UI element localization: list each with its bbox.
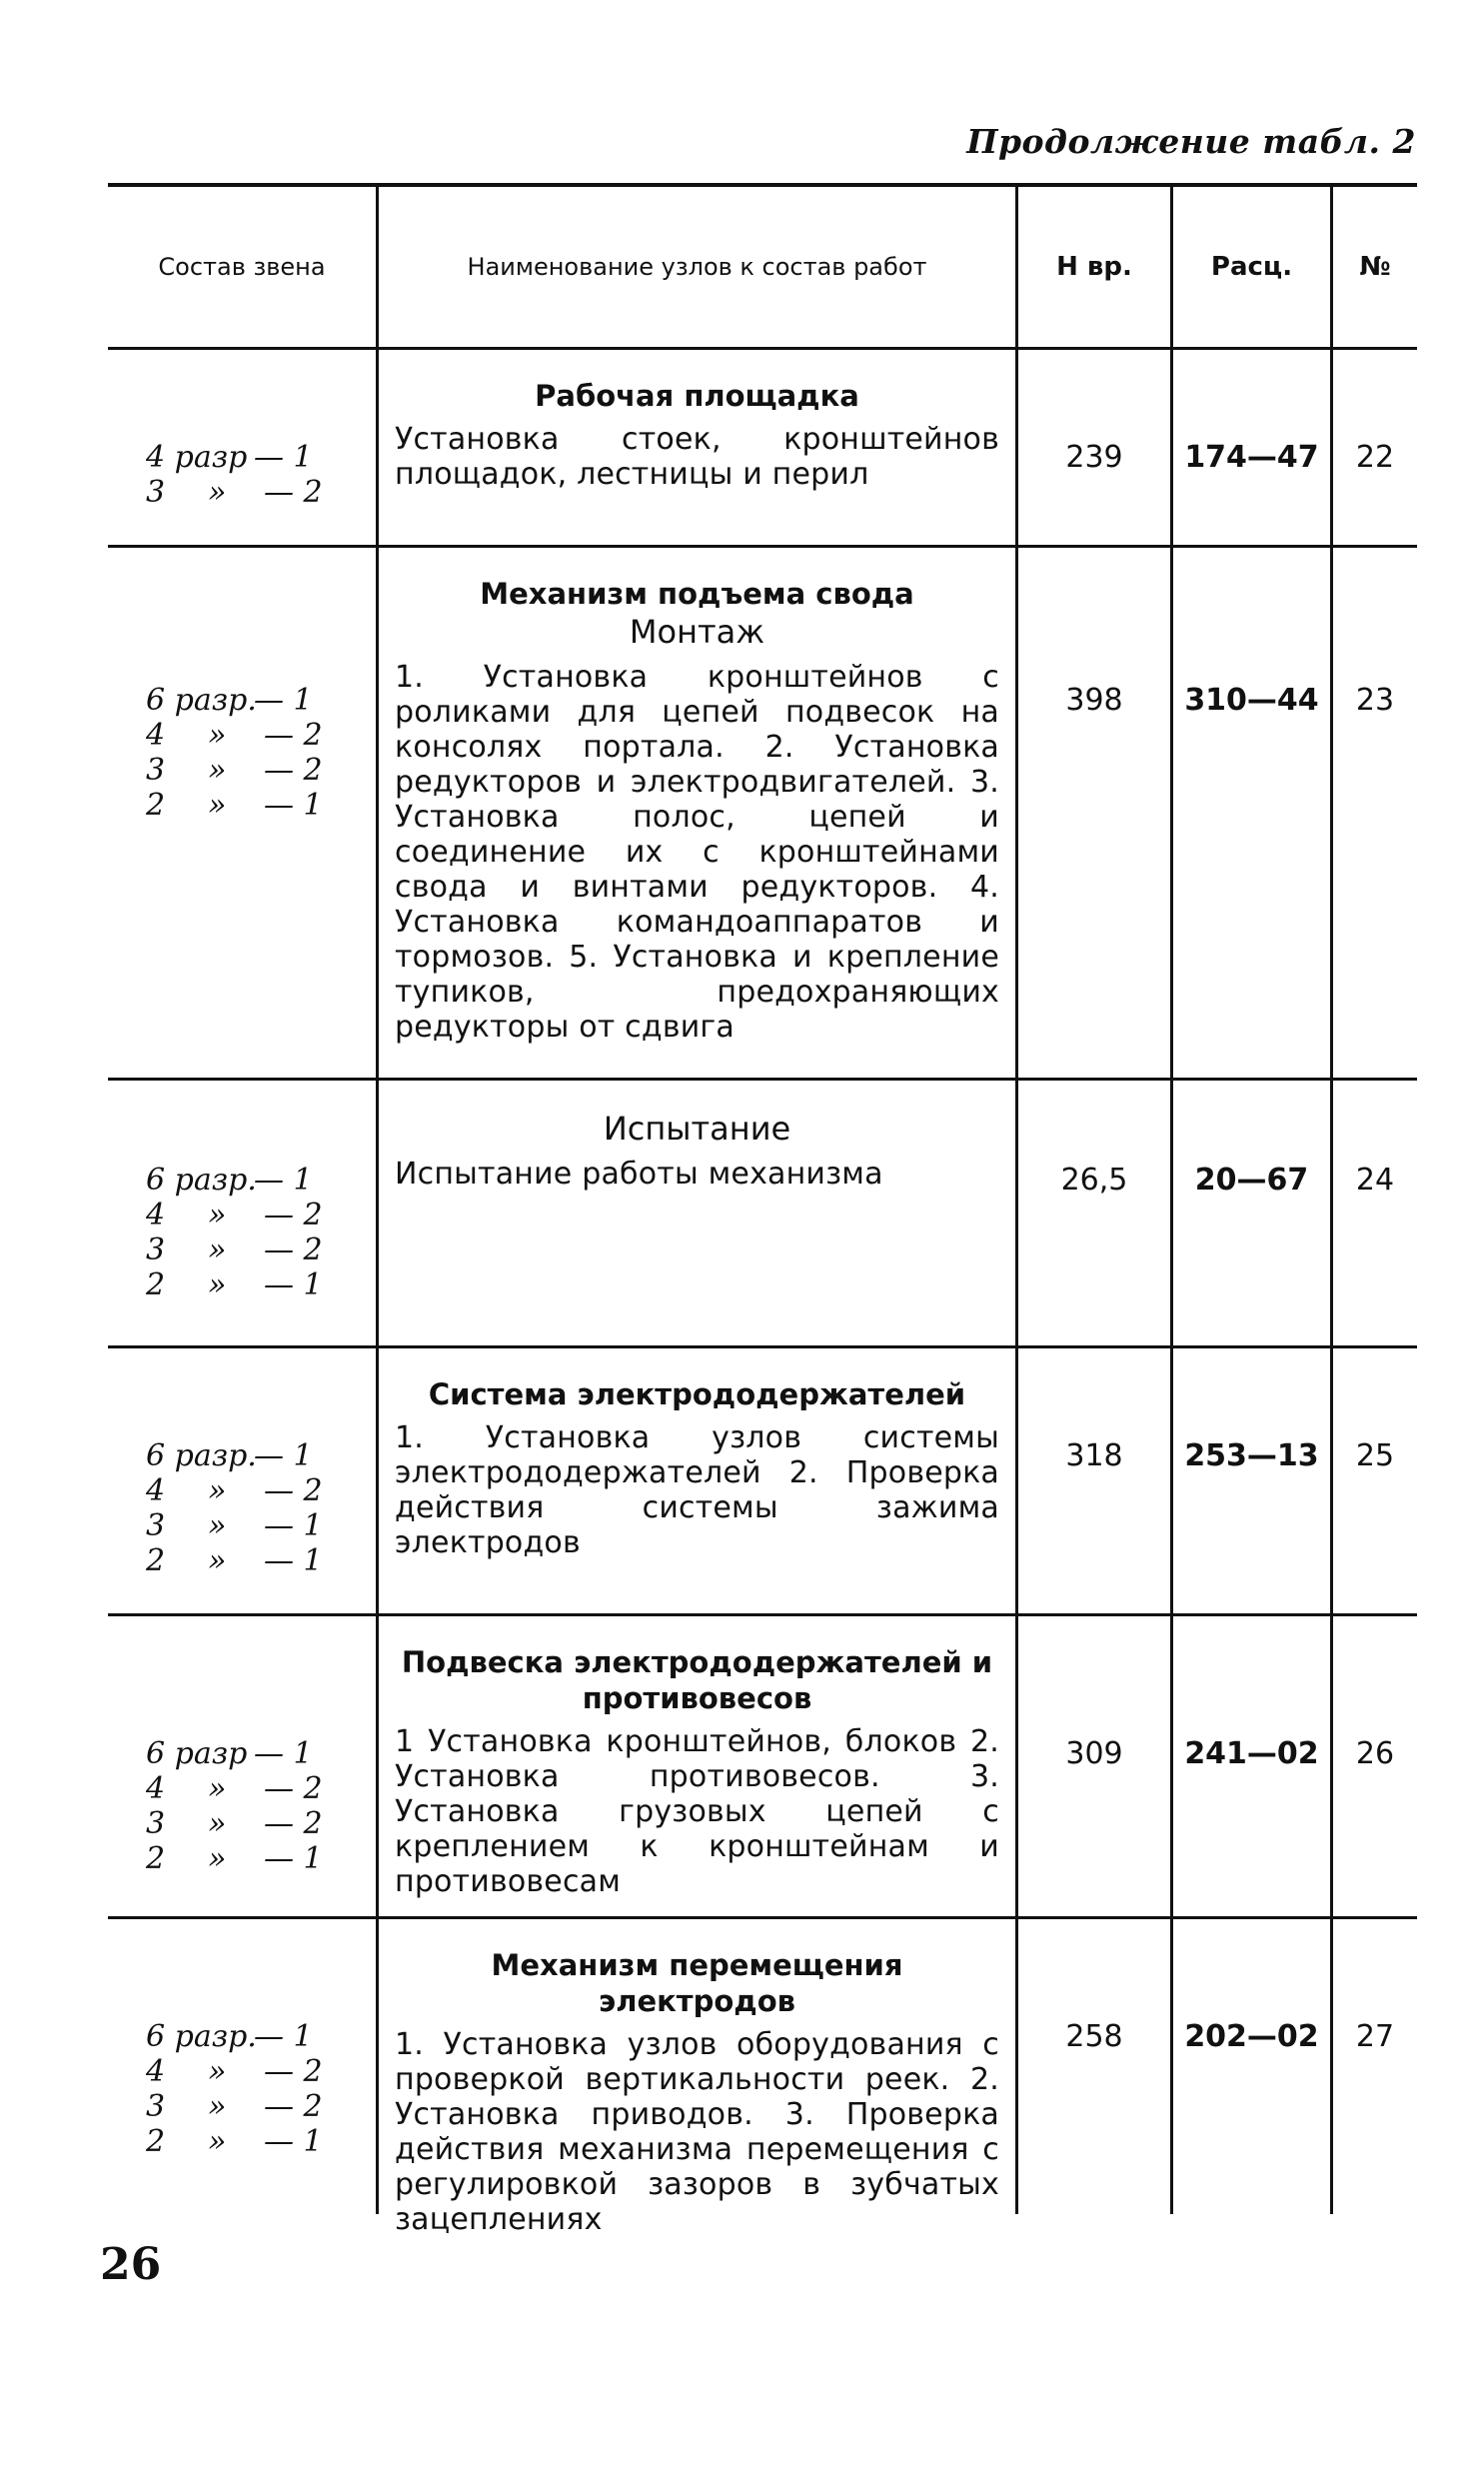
crew-cell [108,1348,376,1613]
header-norm: Н вр. [1015,187,1170,347]
table-row [108,1348,1417,1616]
work-description [395,1947,999,2237]
ditto-mark: » [208,2089,227,2124]
work-description-cell [376,1348,1015,1613]
ditto-mark: » [208,1841,227,1876]
time-norm-value: 26,5 [1060,1163,1128,1198]
crew-line [146,718,323,753]
row-number-cell [1330,1081,1417,1345]
header-name: Наименование узлов к состав работ [376,187,1015,347]
section-title: Механизм перемещения электродов [491,1948,903,2018]
crew-count: — 2 [264,1233,323,1267]
work-text: 1. Установка кронштейнов с роликами для цепей подвесок на консолях портала. 2. Установка редукторов и электродвигателей. 3. Установка полос, цепей и соединение их с кронштейнами свода и винтами редукторов. 4. Установка командоаппаратов и тормозов. 5. Установка и крепление тупиков, предохраняющих редукторы от сдвига [395,660,999,1045]
crew-grade: 3 [146,475,166,510]
row-number-cell [1330,548,1417,1078]
crew-count: — 2 [264,1806,323,1841]
work-text: Установка стоек, кронштейнов площадок, лестницы и перил [395,422,999,492]
rate-value: 202—02 [1184,2019,1319,2054]
crew-cell [108,1919,376,2214]
crew-count: — 1 [254,1438,313,1473]
crew-count: — 2 [264,718,323,753]
crew-line [146,683,323,718]
ditto-mark: » [208,1543,227,1578]
work-description [395,378,999,492]
crew-line [146,788,323,823]
crew-composition [146,2019,323,2159]
crew-grade: 6 разр. [146,1163,257,1198]
time-norm-value-cell [1015,1081,1170,1345]
time-norm-value: 309 [1065,1736,1123,1771]
crew-grade: 6 разр. [146,2019,257,2054]
time-norm-value-cell [1015,1919,1170,2214]
crew-line [146,440,323,475]
crew-grade: 4 [146,1473,166,1508]
ditto-mark: » [208,475,227,510]
rate-value: 241—02 [1184,1736,1319,1771]
row-number: 23 [1355,683,1395,718]
section-title: Система электрододержателей [428,1377,966,1411]
crew-count: — 1 [264,1267,323,1302]
crew-grade: 3 [146,1508,166,1543]
crew-line [146,2089,323,2124]
crew-count: — 1 [254,440,313,475]
work-description-cell [376,548,1015,1078]
work-description [395,1644,999,1899]
rate-value: 253—13 [1184,1438,1319,1473]
crew-line [146,753,323,788]
work-description-cell [376,1081,1015,1345]
rate-value: 174—47 [1184,440,1319,475]
page-number: 26 [100,2239,162,2290]
rate-value: 20—67 [1194,1163,1309,1198]
crew-grade: 2 [146,788,166,823]
crew-grade: 4 [146,2054,166,2089]
time-norm-value-cell [1015,1348,1170,1613]
work-text: Испытание работы механизма [395,1157,883,1192]
time-norm-value: 258 [1065,2019,1123,2054]
crew-line [146,1508,323,1543]
header-number: № [1330,187,1417,347]
crew-grade: 6 разр. [146,1438,257,1473]
crew-grade: 4 [146,1771,166,1806]
rate-value: 310—44 [1184,683,1319,718]
section-title: Подвеска электрододержателей и противовесов [401,1645,993,1715]
time-norm-value: 318 [1065,1438,1123,1473]
rate-value-cell [1170,1081,1330,1345]
rate-value-cell [1170,350,1330,545]
crew-line [146,1543,323,1578]
crew-cell [108,548,376,1078]
crew-count: — 1 [264,2124,323,2159]
header-crew: Состав звена [158,253,326,281]
table-row [108,548,1417,1081]
crew-grade: 4 [146,718,166,753]
crew-grade: 3 [146,2089,166,2124]
crew-count: — 1 [254,2019,313,2054]
crew-cell [108,350,376,545]
ditto-mark: » [208,788,227,823]
ditto-mark: » [208,1771,227,1806]
ditto-mark: » [208,1233,227,1267]
time-norm-value: 239 [1065,440,1123,475]
crew-grade: 3 [146,1806,166,1841]
row-number-cell [1330,1348,1417,1613]
crew-grade: 6 разр. [146,683,257,718]
table-row [108,1616,1417,1919]
section-subtitle: Монтаж [629,613,765,651]
work-description-cell [376,350,1015,545]
crew-count: — 1 [264,1841,323,1876]
crew-count: — 2 [264,475,323,510]
crew-count: — 1 [254,1736,313,1771]
crew-grade: 4 [146,1198,166,1233]
ditto-mark: » [208,2054,227,2089]
crew-count: — 2 [264,2054,323,2089]
crew-line [146,2019,323,2054]
norms-table [108,183,1417,2237]
crew-count: — 2 [264,1771,323,1806]
rate-value-cell [1170,1616,1330,1916]
crew-line [146,2124,323,2159]
crew-line [146,1163,323,1198]
crew-line [146,1233,323,1267]
work-text: 1 Установка кронштейнов, блоков 2. Установка противовесов. 3. Установка грузовых цепей с креплением к кронштейнам и противовесам [395,1724,999,1899]
rate-value-cell [1170,548,1330,1078]
ditto-mark: » [208,1267,227,1302]
crew-composition [146,440,323,510]
ditto-mark: » [208,718,227,753]
work-text: 1. Установка узлов системы электрододержателей 2. Проверка действия системы зажима электродов [395,1420,999,1560]
crew-grade: 2 [146,1543,166,1578]
table-row [108,1919,1417,2237]
work-description-cell [376,1919,1015,2237]
crew-line [146,1198,323,1233]
table-continuation-caption: Продолжение табл. 2 [966,122,1416,161]
header-rate: Расц. [1170,187,1330,347]
rate-value-cell [1170,1919,1330,2214]
time-norm-value-cell [1015,548,1170,1078]
row-number: 27 [1355,2019,1395,2054]
rate-value-cell [1170,1348,1330,1613]
crew-count: — 1 [264,1543,323,1578]
work-description [395,576,999,1045]
crew-cell [108,1081,376,1345]
crew-grade: 3 [146,1233,166,1267]
crew-count: — 2 [264,1473,323,1508]
crew-line [146,1806,323,1841]
crew-count: — 2 [264,2089,323,2124]
ditto-mark: » [208,1508,227,1543]
crew-count: — 2 [264,1198,323,1233]
table-header-row [108,187,1417,350]
crew-count: — 2 [264,753,323,788]
crew-line [146,2054,323,2089]
crew-composition [146,1438,323,1578]
row-number: 24 [1355,1163,1395,1198]
row-number: 26 [1355,1736,1395,1771]
ditto-mark: » [208,2124,227,2159]
crew-count: — 1 [264,1508,323,1543]
crew-line [146,1736,323,1771]
section-subtitle: Испытание [603,1110,791,1148]
crew-line [146,1771,323,1806]
crew-grade: 3 [146,753,166,788]
crew-composition [146,1736,323,1876]
crew-grade: 2 [146,1267,166,1302]
crew-line [146,1473,323,1508]
section-title: Рабочая площадка [535,379,859,413]
row-number-cell [1330,1919,1417,2214]
row-number: 22 [1355,440,1395,475]
crew-grade: 6 разр [146,1736,248,1771]
ditto-mark: » [208,1473,227,1508]
row-number: 25 [1355,1438,1395,1473]
crew-grade: 2 [146,2124,166,2159]
table-body [108,350,1417,2237]
crew-line [146,475,323,510]
row-number-cell [1330,350,1417,545]
crew-line [146,1438,323,1473]
time-norm-value: 398 [1065,683,1123,718]
table-row [108,350,1417,548]
work-text: 1. Установка узлов оборудования с проверкой вертикальности реек. 2. Установка приводов. 3. Проверка действия механизма перемещения с регулировкой зазоров в зубчатых зацеплениях [395,2027,999,2237]
work-description [395,1376,999,1560]
time-norm-value-cell [1015,350,1170,545]
time-norm-value-cell [1015,1616,1170,1916]
crew-count: — 1 [254,683,313,718]
crew-grade: 2 [146,1841,166,1876]
crew-line [146,1267,323,1302]
section-title: Механизм подъема свода [480,577,914,611]
crew-count: — 1 [254,1163,313,1198]
crew-cell [108,1616,376,1916]
crew-grade: 4 разр [146,440,248,475]
table-row [108,1081,1417,1348]
work-description-cell [376,1616,1015,1916]
row-number-cell [1330,1616,1417,1916]
crew-composition [146,1163,323,1302]
work-description [395,1109,999,1192]
crew-composition [146,683,323,823]
ditto-mark: » [208,1198,227,1233]
crew-count: — 1 [264,788,323,823]
ditto-mark: » [208,1806,227,1841]
ditto-mark: » [208,753,227,788]
crew-line [146,1841,323,1876]
